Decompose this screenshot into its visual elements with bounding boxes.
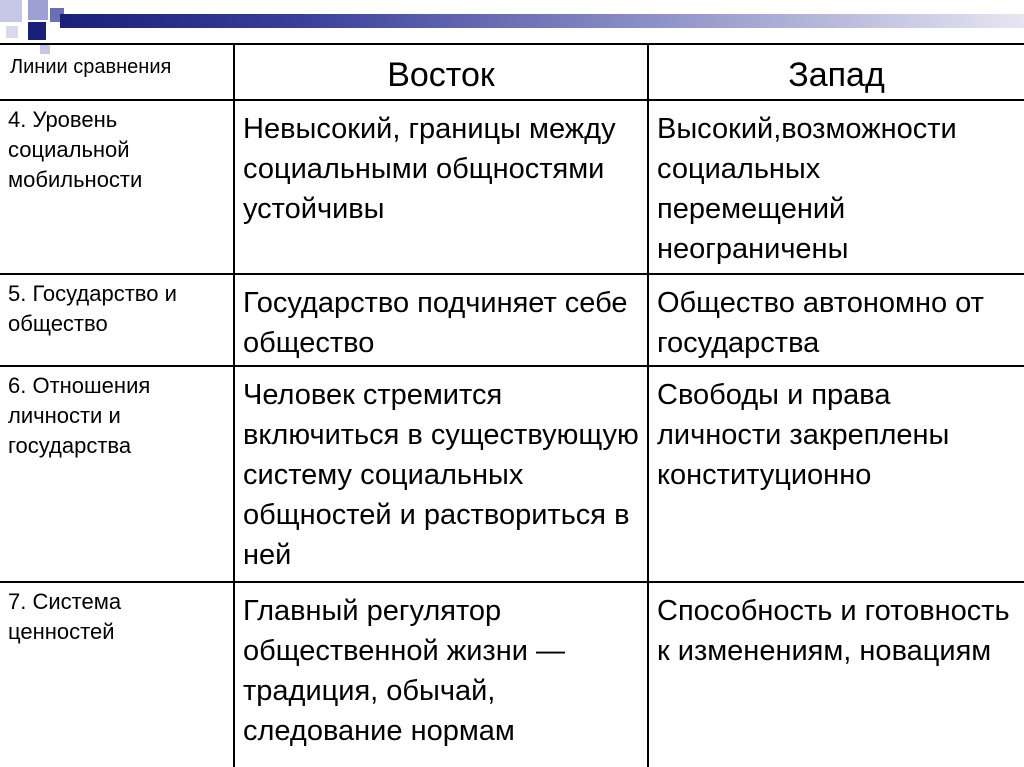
decorative-header-band [0, 0, 1024, 42]
cell-east: Невысокий, границы между социальными общностями устойчивы [234, 100, 648, 274]
table-header-row [0, 44, 1024, 100]
cell-west: Способность и готовность к изменениям, новациям [648, 582, 1024, 767]
row-criterion: 6. Отношения личности и государства [0, 366, 234, 582]
decorative-square [28, 22, 46, 40]
comparison-table [0, 43, 1024, 767]
row-criterion: 5. Государство и общество [0, 274, 234, 366]
table-row [0, 274, 1024, 366]
header-criteria: Линии сравнения [0, 44, 234, 100]
cell-west: Высокий,возможности социальных перемещений неограничены [648, 100, 1024, 274]
header-west: Запад [648, 44, 1024, 100]
cell-west: Свободы и права личности закреплены конституционно [648, 366, 1024, 582]
row-criterion: 7. Система ценностей [0, 582, 234, 767]
cell-west: Общество автономно от государства [648, 274, 1024, 366]
decorative-square [6, 26, 18, 38]
gradient-bar [60, 14, 1024, 28]
cell-east: Главный регулятор общественной жизни — традиция, обычай, следование нормам [234, 582, 648, 767]
decorative-square [28, 0, 48, 20]
table-row [0, 582, 1024, 767]
table-row [0, 100, 1024, 274]
cell-east: Государство подчиняет себе общество [234, 274, 648, 366]
row-criterion: 4. Уровень социальной мобильности [0, 100, 234, 274]
table-row [0, 366, 1024, 582]
cell-east: Человек стремится включиться в существующую систему социальных общностей и раствориться в ней [234, 366, 648, 582]
header-east: Восток [234, 44, 648, 100]
decorative-square [0, 0, 22, 22]
